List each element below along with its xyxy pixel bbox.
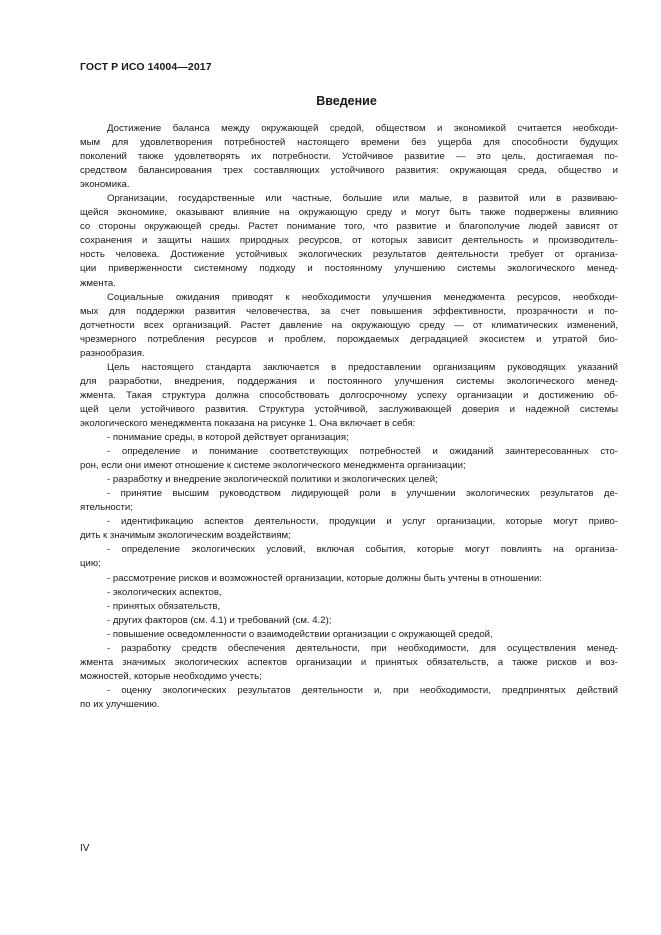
text-line: - понимание среды, в которой действует организация; <box>107 432 349 444</box>
text-line: со стороны окружающей среды. Растет понимание того, что развитие и благополучие людей зависят от <box>80 221 618 233</box>
text-line: дить к значимым экологическим воздействиям; <box>80 530 291 542</box>
text-line: разнообразия. <box>80 347 145 359</box>
text-line: поколений также удовлетворять их потребности. Устойчивое развитие — это цель, достигаемая по- <box>80 151 618 163</box>
text-line: - определение и понимание соответствующих потребностей и ожиданий заинтересованных сто- <box>107 446 618 458</box>
text-line: экологического менеджмента показана на рисунке 1. Она включает в себя: <box>80 417 416 429</box>
section-title <box>0 94 661 108</box>
text-line: по их улучшению. <box>80 698 160 710</box>
text-line: жмента. Такая структура должна способствовать долгосрочному успеху организации и достижению об- <box>80 389 618 401</box>
text-line: - рассмотрение рисков и возможностей организации, которые должны быть учтены в отношении: <box>107 572 542 584</box>
text-line: щей цели устойчивого развития. Структура устойчивой, заслуживающей доверия и надежной системы <box>80 403 618 415</box>
text-line: - разработку средств обеспечения деятельности, при необходимости, для осуществления менед- <box>107 642 618 654</box>
text-line: - принятых обязательств, <box>107 600 221 612</box>
text-line: Организации, государственные или частные, большие или малые, в развитой или в развиваю- <box>107 193 618 205</box>
text-line: Достижение баланса между окружающей средой, обществом и экономикой считается необходи- <box>107 123 618 134</box>
text-line: мых для поддержки развития человечества, за счет повышения эффективности, прозрачности и по- <box>80 305 618 317</box>
text-line: Цель настоящего стандарта заключается в предоставлении организациям руководящих указаний <box>107 361 618 373</box>
text-line: Социальные ожидания приводят к необходимости улучшения менеджмента ресурсов, необходи- <box>107 291 618 303</box>
text-line: чрезмерного потребления ресурсов и проблем, порождаемых деградацией экосистем и утратой био- <box>80 333 618 345</box>
text-line: ятельности; <box>80 502 133 514</box>
document-header: ГОСТ Р ИСО 14004—2017 <box>80 61 212 73</box>
text-line: ность человека. Достижение устойчивых экологических результатов деятельности требует от организа- <box>80 249 618 261</box>
body-text <box>80 122 618 712</box>
text-line: - повышение осведомленности о взаимодействии организации с окружающей средой, <box>107 628 493 640</box>
text-line: - других факторов (см. 4.1) и требований (см. 4.2); <box>107 614 332 626</box>
text-line: - идентификацию аспектов деятельности, продукции и услуг организации, которые могут приво- <box>107 516 618 528</box>
text-line: цию; <box>80 558 101 570</box>
text-line: сохранения и защиты наших природных ресурсов, от которых зависит деятельность и производитель- <box>80 235 618 247</box>
text-line: - принятие высшим руководством лидирующей роли в улучшении экологических результатов де- <box>107 488 618 500</box>
text-line: ции приверженности системному подходу и постоянному улучшению системы экологического менед- <box>80 263 618 275</box>
text-line: жмента значимых экологических аспектов организации и принятых обязательств, а также рисков и воз- <box>80 656 618 668</box>
text-line: можностей, которые необходимо учесть; <box>80 670 262 682</box>
text-line: - экологических аспектов, <box>107 586 222 598</box>
page-number: IV <box>80 843 90 854</box>
text-line: - разработку и внедрение экологической политики и экологических целей; <box>107 474 438 486</box>
section-title-text: Введение <box>316 94 377 108</box>
text-line: - определение экологических условий, включая события, которые могут повлиять на организа- <box>107 544 618 556</box>
text-line: - оценку экологических результатов деятельности и, при необходимости, предпринятых действий <box>107 684 618 696</box>
text-line: рон, если они имеют отношение к системе экологического менеджмента организации; <box>80 460 466 472</box>
text-line: средством балансирования трех составляющих устойчивого развития: окружающая среда, общество и <box>80 165 618 177</box>
text-line: дотчетности всех организаций. Растет давление на окружающую среду — от климатических изменений, <box>80 319 618 331</box>
text-line: жмента. <box>80 277 116 289</box>
text-line: щейся экономике, оказывают влияние на окружающую среду и могут быть также подвержены влиянию <box>80 207 618 219</box>
text-line: экономика. <box>80 179 130 191</box>
text-line: мым для удовлетворения потребностей настоящего времени без ущерба для способности будущих <box>80 137 618 149</box>
text-line: для разработки, внедрения, поддержания и постоянного улучшения системы экологического менед- <box>80 375 618 387</box>
